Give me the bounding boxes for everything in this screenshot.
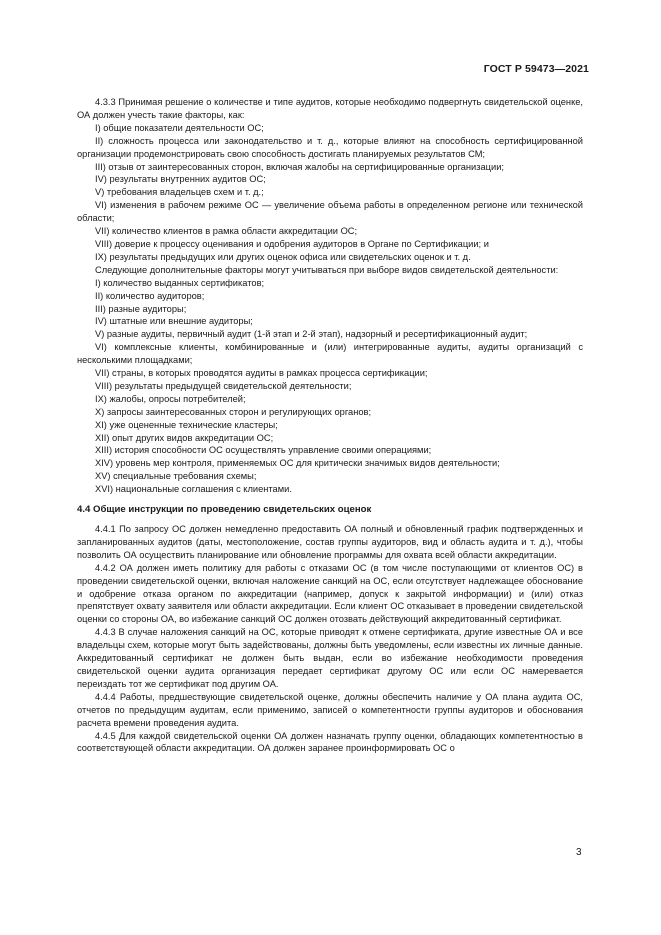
list-item: XII) опыт других видов аккредитации ОС; xyxy=(95,432,274,443)
list-item: VI) комплексные клиенты, комбинированные и (или) интегрированные аудиты, аудиты организаций с несколькими площадками; xyxy=(77,342,583,366)
list-item: XIV) уровень мер контроля, применяемых ОС для критически значимых видов деятельности; xyxy=(95,458,500,469)
list-item: X) запросы заинтересованных сторон и регулирующих органов; xyxy=(95,406,372,417)
list-item: IV) результаты внутренних аудитов ОС; xyxy=(95,174,266,185)
paragraph-4-4-4: 4.4.4 Работы, предшествующие свидетельской оценке, должны обеспечить наличие у ОА плана аудита ОС, отчетов по предыдущим аудитам, если применимо, записей о компетентности группы аудиторов и обоснования расчета времени проведения аудита. xyxy=(77,691,583,728)
section-heading-4-4: 4.4 Общие инструкции по проведению свидетельских оценок xyxy=(77,504,372,516)
list-item: IX) результаты предыдущих или других оценок офиса или свидетельских оценок и т. д. xyxy=(95,251,471,262)
paragraph-4-4-2: 4.4.2 ОА должен иметь политику для работы с отказами ОС (в том числе поступающими от клиентов ОС) в проведении свидетельской оценки, включая наложение санкций на ОС, если отсутствует надлежащее обоснование и одобрение отказа органом по аккредитации (например, допуск к закрытой информации) и (или) отказ препятствует охвату заявителя или области аккредитации. Если клиент ОС отказывает в проведении свидетельской оценки со стороны ОА, во избежание санкций ОС должен отозвать действующий аккредитованный сертификат. xyxy=(77,562,583,625)
paragraph-4-4-3: 4.4.3 В случае наложения санкций на ОС, которые приводят к отмене сертификата, другие известные ОА и все владельцы схем, которые могут быть задействованы, должны быть уведомлены, если известны их личные данные. Аккредитованный сертификат не должен быть выдан, если во избежание необходимости проведения свидетельской оценки аудита организация передает сертификат другому ОС или если ОС намеревается переиздать тот же сертификат под другим ОА. xyxy=(77,627,583,689)
list-item: XV) специальные требования схемы; xyxy=(95,471,257,482)
list-item: II) количество аудиторов; xyxy=(95,290,205,301)
list-item: VIII) результаты предыдущей свидетельской деятельности; xyxy=(95,380,352,391)
document-body xyxy=(77,96,583,755)
list-item: IV) штатные или внешние аудиторы; xyxy=(95,316,253,327)
list-item: XIII) история способности ОС осуществлять управление своими операциями; xyxy=(95,445,432,456)
list-item: IX) жалобы, опросы потребителей; xyxy=(95,393,246,404)
list-item: V) разные аудиты, первичный аудит (1-й этап и 2-й этап), надзорный и ресертификационный аудит; xyxy=(95,329,528,340)
page-number: 3 xyxy=(576,847,582,858)
list-item: XVI) национальные соглашения с клиентами. xyxy=(95,484,292,495)
paragraph-4-3-3: 4.3.3 Принимая решение о количестве и типе аудитов, которые необходимо подвергнуть свидетельской оценке, ОА должен учесть такие факторы, как: xyxy=(77,97,583,120)
paragraph-4-4-1: 4.4.1 По запросу ОС должен немедленно предоставить ОА полный и обновленный график подтвержденных и запланированных аудитов (даты, местоположение, состав группы аудиторов, вид и область аудита и т. д.), чтобы позволить ОА осуществить планирование или обновление программы для охвата всей области аккредитации. xyxy=(77,524,583,560)
list-item: VIII) доверие к процессу оценивания и одобрения аудиторов в Органе по Сертификации; и xyxy=(95,238,489,249)
list-item: III) отзыв от заинтересованных сторон, включая жалобы на сертифицированные организации; xyxy=(95,161,504,172)
list-item: VII) страны, в которых проводятся аудиты в рамках процесса сертификации; xyxy=(95,368,428,379)
additional-factors-intro: Следующие дополнительные факторы могут учитываться при выборе видов свидетельской деятельности: xyxy=(95,264,559,275)
list-item: VI) изменения в рабочем режиме ОС — увеличение объема работы в определенном регионе или технической области; xyxy=(77,200,583,224)
list-item: VII) количество клиентов в рамка области аккредитации ОС; xyxy=(95,226,358,237)
list-item: V) требования владельцев схем и т. д.; xyxy=(95,187,264,198)
list-item: I) количество выданных сертификатов; xyxy=(95,277,265,288)
list-item: II) сложность процесса или законодательство и т. д., которые влияют на способность сертифицированной организации продемонстрировать свою способность достигать планируемых результатов СМ; xyxy=(77,135,583,159)
paragraph-4-4-5: 4.4.5 Для каждой свидетельской оценки ОА должен назначать группу оценки, обладающих компетентностью в соответствующей области аккредитации. ОА должен заранее проинформировать ОС о xyxy=(77,730,583,754)
list-item: III) разные аудиторы; xyxy=(95,303,187,314)
standard-code: ГОСТ Р 59473—2021 xyxy=(483,63,589,75)
list-item: I) общие показатели деятельности ОС; xyxy=(95,122,264,133)
list-item: XI) уже оцененные технические кластеры; xyxy=(95,419,278,430)
